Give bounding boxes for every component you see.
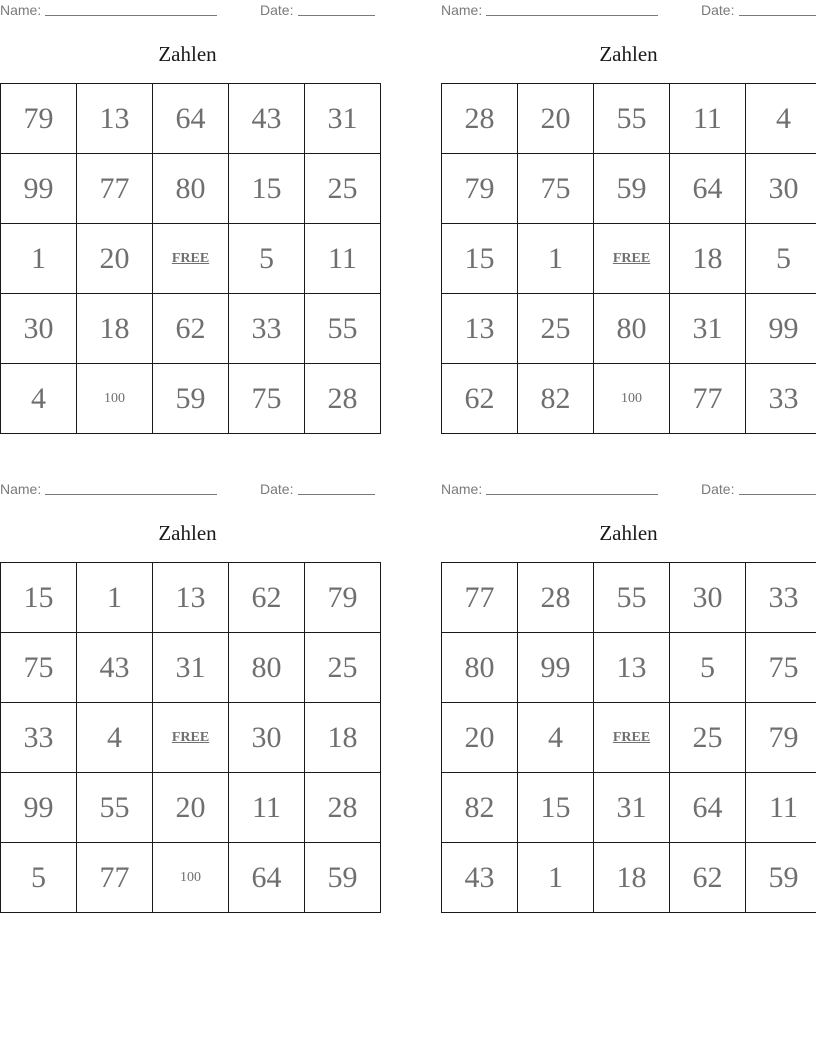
name-date-header [0, 481, 375, 499]
bingo-cell: 55 [594, 84, 670, 154]
bingo-cell: 1 [77, 563, 153, 633]
bingo-cell: 82 [442, 773, 518, 843]
bingo-cell: 20 [77, 224, 153, 294]
name-label: Name: [441, 481, 483, 497]
bingo-cell: 77 [77, 843, 153, 913]
bingo-cell: 31 [305, 84, 381, 154]
bingo-cell: 30 [670, 563, 746, 633]
name-label: Name: [441, 2, 483, 18]
bingo-cell: 5 [746, 224, 816, 294]
card-title: Zahlen [158, 521, 217, 545]
bingo-card [441, 479, 816, 919]
bingo-cell: 18 [594, 843, 670, 913]
bingo-cell: 28 [442, 84, 518, 154]
date-field-line [298, 15, 375, 16]
bingo-row [442, 154, 816, 224]
bingo-cell: 25 [305, 633, 381, 703]
bingo-cell: 1 [518, 843, 594, 913]
bingo-cell: 80 [229, 633, 305, 703]
bingo-cell: 11 [670, 84, 746, 154]
bingo-grid [0, 83, 381, 434]
bingo-row [1, 84, 381, 154]
bingo-cell: 30 [229, 703, 305, 773]
bingo-row [442, 633, 816, 703]
date-label: Date: [701, 481, 735, 497]
bingo-cell: 15 [518, 773, 594, 843]
card-title: Zahlen [599, 42, 658, 66]
bingo-cell: 59 [153, 364, 229, 434]
bingo-cell: 62 [442, 364, 518, 434]
bingo-cell: 11 [229, 773, 305, 843]
bingo-cell: 99 [746, 294, 816, 364]
bingo-cell: 100 [77, 364, 153, 434]
bingo-cell: 5 [229, 224, 305, 294]
bingo-cell: 80 [594, 294, 670, 364]
name-field-line [486, 15, 658, 16]
bingo-grid [0, 562, 381, 913]
bingo-cell: 33 [1, 703, 77, 773]
bingo-row [442, 224, 816, 294]
bingo-cell: 33 [746, 364, 816, 434]
card-title: Zahlen [599, 521, 658, 545]
bingo-cell: 64 [670, 154, 746, 224]
bingo-cell: 28 [518, 563, 594, 633]
date-field-line [298, 494, 375, 495]
bingo-cell: 4 [77, 703, 153, 773]
bingo-cell: 55 [305, 294, 381, 364]
bingo-cell: 59 [594, 154, 670, 224]
bingo-cell: 75 [1, 633, 77, 703]
bingo-row [442, 294, 816, 364]
bingo-cell: 18 [77, 294, 153, 364]
bingo-cell: 15 [1, 563, 77, 633]
bingo-card [441, 0, 816, 440]
bingo-cell: 25 [518, 294, 594, 364]
bingo-cell: 79 [746, 703, 816, 773]
bingo-cell: 28 [305, 364, 381, 434]
bingo-cell: 13 [77, 84, 153, 154]
bingo-cell: 99 [1, 773, 77, 843]
bingo-cell: 4 [1, 364, 77, 434]
bingo-card [0, 479, 375, 919]
name-date-header [0, 2, 375, 20]
bingo-cell: 99 [1, 154, 77, 224]
bingo-row [1, 364, 381, 434]
bingo-cell: 59 [746, 843, 816, 913]
bingo-cell: 5 [1, 843, 77, 913]
bingo-cell: 100 [594, 364, 670, 434]
bingo-cell: 1 [518, 224, 594, 294]
bingo-cell: 5 [670, 633, 746, 703]
bingo-cell: 62 [670, 843, 746, 913]
bingo-cell: 15 [442, 224, 518, 294]
free-space: FREE [153, 224, 229, 294]
bingo-row [1, 294, 381, 364]
bingo-cell: 18 [670, 224, 746, 294]
bingo-cell: 31 [153, 633, 229, 703]
bingo-cell: 64 [670, 773, 746, 843]
bingo-cell: 20 [442, 703, 518, 773]
bingo-cell: 77 [77, 154, 153, 224]
date-label: Date: [260, 481, 294, 497]
bingo-cell: 13 [153, 563, 229, 633]
bingo-cell: 64 [153, 84, 229, 154]
bingo-cell: 62 [229, 563, 305, 633]
bingo-cell: 77 [670, 364, 746, 434]
bingo-cell: 99 [518, 633, 594, 703]
bingo-cell: 11 [746, 773, 816, 843]
bingo-cell: 25 [305, 154, 381, 224]
bingo-cell: 25 [670, 703, 746, 773]
name-label: Name: [0, 481, 42, 497]
bingo-cell: 55 [77, 773, 153, 843]
name-date-header [441, 2, 816, 20]
bingo-row [442, 364, 816, 434]
bingo-cell: 79 [442, 154, 518, 224]
bingo-cell: 80 [153, 154, 229, 224]
bingo-row [442, 843, 816, 913]
bingo-cell: 77 [442, 563, 518, 633]
free-space: FREE [153, 703, 229, 773]
bingo-cell: 1 [1, 224, 77, 294]
bingo-cell: 55 [594, 563, 670, 633]
bingo-row [1, 633, 381, 703]
bingo-row [442, 773, 816, 843]
bingo-cell: 75 [746, 633, 816, 703]
bingo-cell: 30 [746, 154, 816, 224]
bingo-grid [441, 562, 816, 913]
bingo-cell: 20 [518, 84, 594, 154]
bingo-cell: 4 [518, 703, 594, 773]
bingo-row [1, 154, 381, 224]
name-field-line [45, 15, 217, 16]
bingo-cell: 33 [746, 563, 816, 633]
bingo-cell: 13 [442, 294, 518, 364]
date-label: Date: [701, 2, 735, 18]
name-date-header [441, 481, 816, 499]
date-field-line [739, 494, 816, 495]
bingo-row [1, 703, 381, 773]
bingo-cell: 43 [442, 843, 518, 913]
bingo-row [442, 84, 816, 154]
bingo-cell: 59 [305, 843, 381, 913]
bingo-card [0, 0, 375, 440]
bingo-cell: 80 [442, 633, 518, 703]
bingo-cell: 11 [305, 224, 381, 294]
bingo-row [1, 843, 381, 913]
bingo-cell: 75 [518, 154, 594, 224]
bingo-cell: 31 [670, 294, 746, 364]
free-space: FREE [594, 703, 670, 773]
bingo-row [1, 224, 381, 294]
bingo-cell: 4 [746, 84, 816, 154]
bingo-row [442, 703, 816, 773]
bingo-cell: 18 [305, 703, 381, 773]
bingo-cell: 33 [229, 294, 305, 364]
bingo-cell: 43 [77, 633, 153, 703]
date-label: Date: [260, 2, 294, 18]
free-space: FREE [594, 224, 670, 294]
bingo-cell: 31 [594, 773, 670, 843]
bingo-row [442, 563, 816, 633]
bingo-cell: 100 [153, 843, 229, 913]
bingo-grid [441, 83, 816, 434]
date-field-line [739, 15, 816, 16]
bingo-cell: 79 [305, 563, 381, 633]
bingo-cell: 75 [229, 364, 305, 434]
bingo-cell: 13 [594, 633, 670, 703]
bingo-cell: 15 [229, 154, 305, 224]
bingo-row [1, 563, 381, 633]
name-field-line [486, 494, 658, 495]
bingo-cell: 62 [153, 294, 229, 364]
bingo-cell: 43 [229, 84, 305, 154]
bingo-cell: 28 [305, 773, 381, 843]
name-label: Name: [0, 2, 42, 18]
bingo-cell: 82 [518, 364, 594, 434]
bingo-cell: 79 [1, 84, 77, 154]
bingo-cell: 30 [1, 294, 77, 364]
bingo-row [1, 773, 381, 843]
bingo-cell: 64 [229, 843, 305, 913]
name-field-line [45, 494, 217, 495]
card-title: Zahlen [158, 42, 217, 66]
bingo-cell: 20 [153, 773, 229, 843]
